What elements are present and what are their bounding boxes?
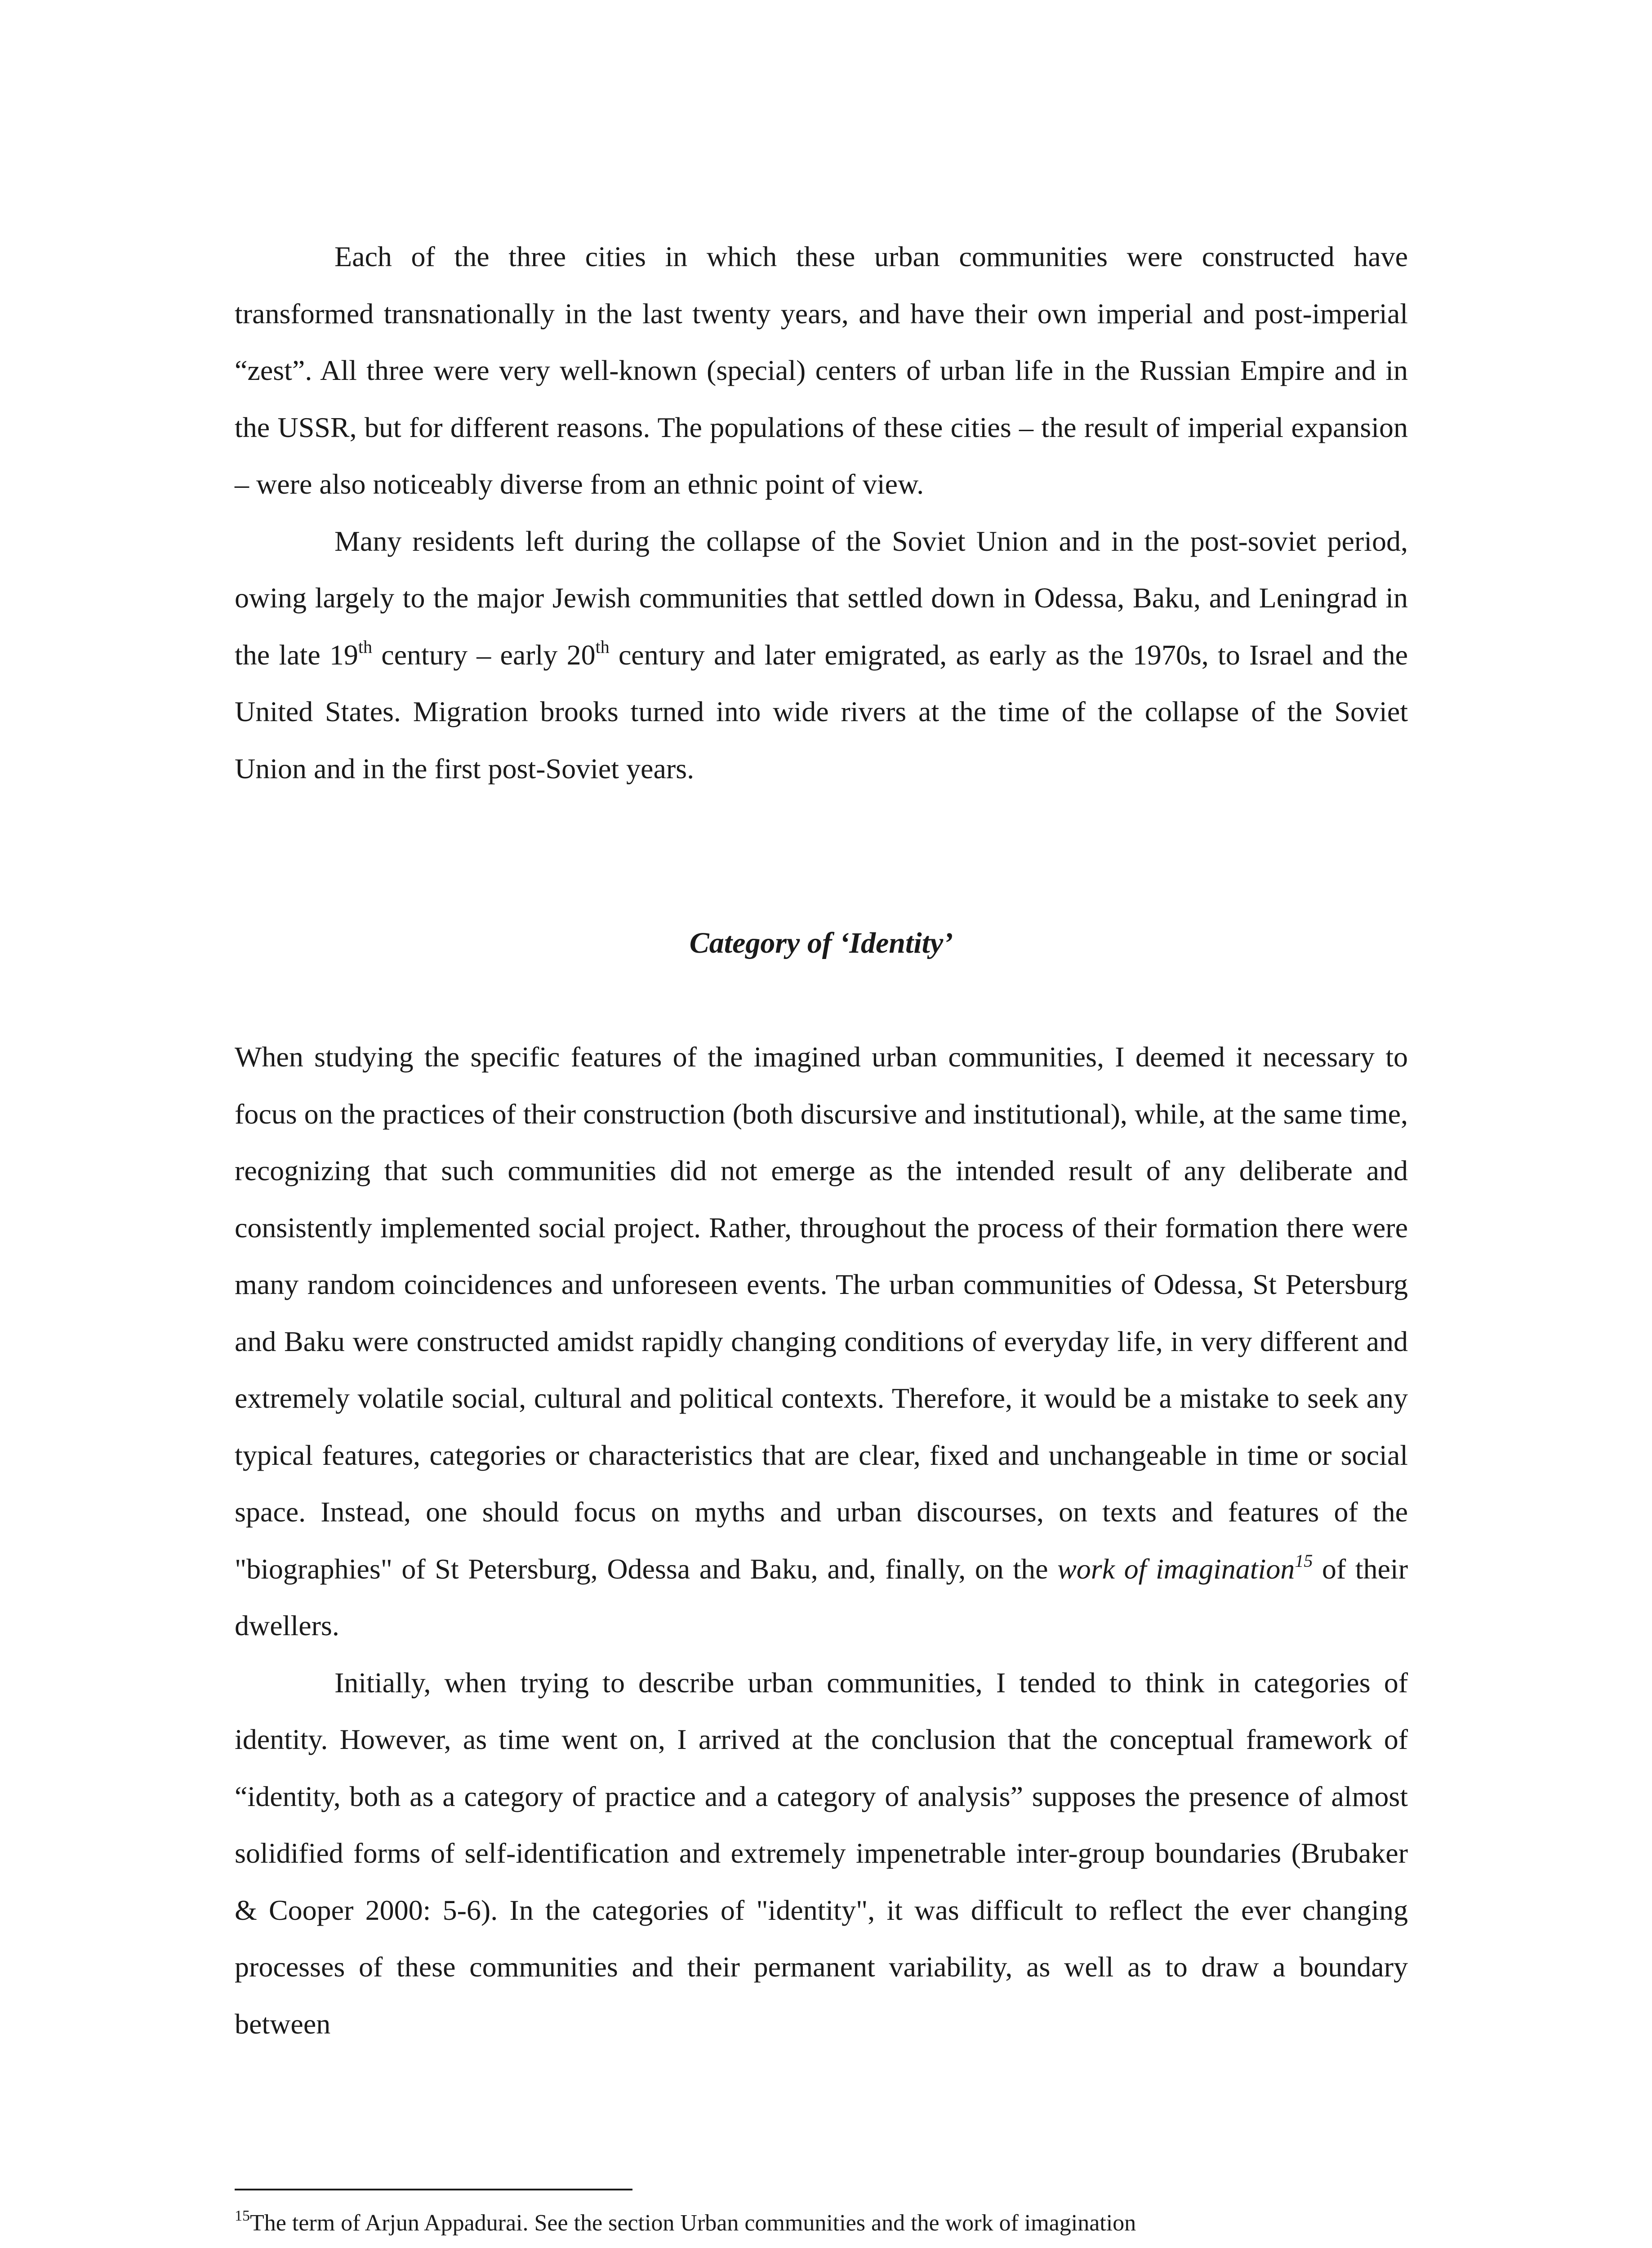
intro-section	[235, 228, 1408, 797]
paragraph-imagined-communities	[235, 1029, 1408, 1655]
paragraph-emigration-text-3: century and later emigrated, as early as the 1970s, to Israel and the United States. Migration brooks turned into wide rivers at the time of the collapse of the Soviet Union and in the first post-Soviet years.	[235, 638, 1408, 785]
paragraph-imagined-text-2: of their dwellers.	[235, 1552, 1408, 1641]
footnote-separator	[235, 2189, 632, 2190]
paragraph-emigration	[235, 513, 1408, 798]
paragraph-emigration-text-1: Many residents left during the collapse of the Soviet Union and in the post-soviet period, owing largely to the major Jewish communities that settled down in Odessa, Baku, and Leningrad in the late 19	[235, 525, 1408, 671]
paragraph-categories-of-identity: Initially, when trying to describe urban communities, I tended to think in categories of identity. However, as time went on, I arrived at the conclusion that the conceptual framework of “identity, both as a category of practice and a category of analysis” supposes the presence of almost solidified forms of self-identification and extremely impenetrable inter-group boundaries (Brubaker & Cooper 2000: 5-6). In the categories of "identity", it was difficult to reflect the ever changing processes of these communities and their permanent variability, as well as to draw a boundary between	[235, 1666, 1408, 2040]
footnote-number: 15	[235, 2208, 250, 2224]
identity-section	[235, 1029, 1408, 2052]
superscript-th-2: th	[595, 636, 610, 657]
paragraph-imagined-text-1: When studying the specific features of the imagined urban communities, I deemed it necessary to focus on the practices of their construction (both discursive and institutional), while, at the same time, recognizing that such communities did not emerge as the intended result of any deliberate and consistently implemented social project. Rather, throughout the process of their formation there were many random coincidences and unforeseen events. The urban communities of Odessa, St Petersburg and Baku were constructed amidst rapidly changing conditions of everyday life, in very different and extremely volatile social, cultural and political contexts. Therefore, it would be a mistake to seek any typical features, categories or characteristics that are clear, fixed and unchangeable in time or social space. Instead, one should focus on myths and urban discourses, on texts and features of the "biographies" of St Petersburg, Odessa and Baku, and, finally, on the	[235, 1041, 1408, 1585]
footnote-reference-15: 15	[1295, 1550, 1313, 1571]
section-heading: Category of ‘Identity’	[689, 927, 953, 959]
footnote	[235, 2203, 1408, 2244]
superscript-th-1: th	[358, 636, 373, 657]
paragraph-emigration-text-2: century – early 20	[372, 638, 596, 671]
footnote-text: The term of Arjun Appadurai. See the section Urban communities and the work of imagination	[250, 2210, 1136, 2236]
italic-work-of-imagination: work of imagination	[1057, 1552, 1295, 1585]
paragraph-cities: Each of the three cities in which these urban communities were constructed have transformed transnationally in the last twenty years, and have their own imperial and post-imperial “zest”. All three were very well-known (special) centers of urban life in the Russian Empire and in the USSR, but for different reasons. The populations of these cities – the result of imperial expansion – were also noticeably diverse from an ethnic point of view.	[235, 241, 1408, 500]
